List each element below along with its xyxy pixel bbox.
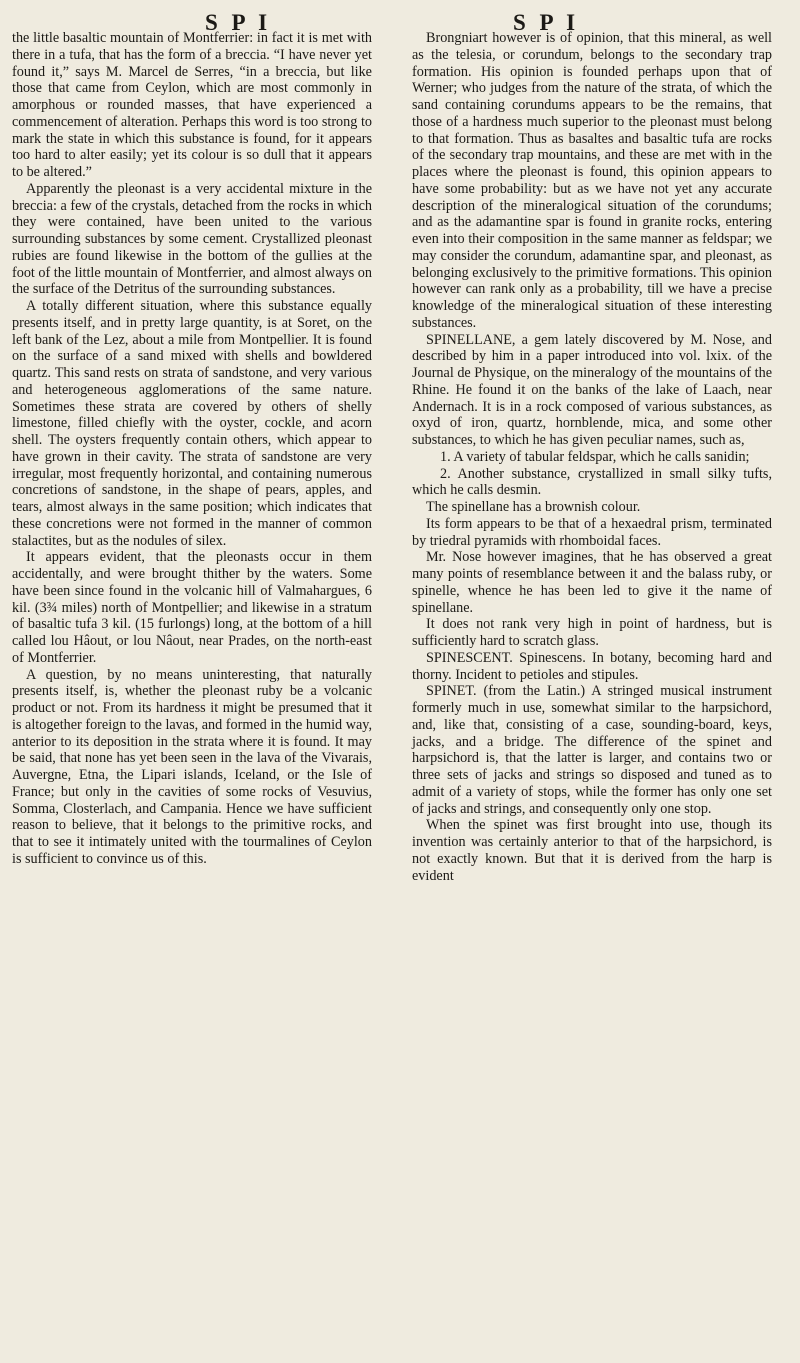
paragraph: Mr. Nose however imagines, that he has observed a great many points of resemblance between it and the balass ruby, or spinelle, whence he has been led to give it the name of spinellane. — [412, 549, 772, 616]
entry-spinellane: SPINELLANE, a gem lately discovered by M. Nose, and described by him in a paper introduced into vol. lxix. of the Journal de Physique, on the mineralogy of the mountains of the Rhine. He found it on the banks of the lake of Laach, near Andernach. It is in a rock composed of various substances, as oxyd of iron, quartz, hornblende, mica, and some other substances, to which he has given peculiar names, such as, — [412, 331, 772, 448]
entry-spinescent: SPINESCENT. Spinescens. In botany, becoming hard and thorny. Incident to petioles and stipules. — [412, 649, 772, 683]
paragraph: Brongniart however is of opinion, that this mineral, as well as the telesia, or corundum, belongs to the secondary trap formation. His opinion is founded perhaps upon that of Werner; who judges from the nature of the strata, of which the sand containing corundums appears to be the remains, that those of a hardness much superior to the pleonast must belong to that formation. Thus as basaltes and basaltic tufa are rocks of the secondary trap mountains, and these are met with in the places where the pleonast is found, this opinion appears to have some probability: but as we have not yet any accurate description of the mineralogical situation of the corundums; and as the adamantine spar is found in granite rocks, entering even into their composition in the same manner as feldspar; we may consider the corundum, adamantine spar, and pleonast, as belonging exclusively to the primitive formations. This opinion however can rank only as a probability, till we have a precise knowledge of the mineralogical situation of these interesting substances. — [412, 30, 772, 331]
paragraph: A totally different situation, where this substance equally presents itself, and in pretty large quantity, is at Soret, on the left bank of the Lez, about a mile from Montpellier. It is found on the surface of a sand mixed with shells and bowldered quartz. This sand rests on strata of sandstone, and very various and heterogeneous agglomerations of the same nature. Sometimes these strata are covered by others of shelly limestone, filled chiefly with the oyster, cockle, and acorn shell. The oysters frequently contain others, which appear to have grown in their cavity. The strata of sandstone are very irregular, most frequently horizontal, and containing numerous concretions of sandstone, in the shape of pears, apples, and tears, almost always in the same position; which indicates that these concretions were not formed in the manner of common stalactites, but as the nodules of silex. — [12, 298, 372, 549]
right-column — [412, 30, 772, 884]
paragraph: the little basaltic mountain of Montferrier: in fact it is met with there in a tufa, that has the form of a breccia. “I have never yet found it,” says M. Marcel de Serres, “in a breccia, but like those that came from Ceylon, which are most commonly in amorphous or rounded masses, that have experienced a commencement of alteration. Perhaps this word is too strong to mark the state in which this substance is found, for it appears too hard to alter easily; yet its colour is so dull that it appears to be altered.” — [12, 30, 372, 180]
paragraph: The spinellane has a brownish colour. — [426, 499, 641, 515]
paragraph: A question, by no means uninteresting, that naturally presents itself, is, whether the pleonast ruby be a volcanic product or not. From its hardness it might be presumed that it is altogether foreign to the lavas, and formed in the humid way, anterior to its deposition in the strata where it is found. It may be said, that none has yet been seen in the lava of the Vivarais, Auvergne, Etna, the Lipari islands, Iceland, or the Isle of France; but only in the cavities of some rocks of Vesuvius, Somma, Closterlach, and Campania. Hence we have sufficient reason to believe, that it belongs to the primitive rocks, and that to see it intimately united with the tourmalines of Ceylon is sufficient to convince us of this. — [12, 666, 372, 867]
running-head-left: S P I — [205, 10, 272, 35]
entry-spinet: SPINET. (from the Latin.) A stringed musical instrument formerly much in use, somewhat similar to the harpsichord, and, like that, consisting of a case, sounding-board, keys, jacks, and a bridge. The difference of the spinet and harpsichord is, that the latter is larger, and contains two or three sets of jacks and strings so disposed and tuned as to admit of a variety of stops, while the former has only one set of jacks and strings, and consequently only one stop. — [412, 683, 772, 817]
numbered-item: 2. Another substance, crystallized in small silky tufts, which he calls desmin. — [412, 465, 772, 499]
paragraph: Apparently the pleonast is a very accidental mixture in the breccia: a few of the crystals, detached from the rocks in which they were contained, have been united to the various surrounding substances by some cement. Crystallized pleonast rubies are found likewise in the bottom of the gullies at the foot of the little mountain of Montferrier, and almost always on the surface of the Detritus of the surrounding substances. — [12, 180, 372, 298]
running-head-right: S P I — [513, 10, 580, 35]
paragraph: Its form appears to be that of a hexaedral prism, terminated by triedral pyramids with rhomboidal faces. — [412, 515, 772, 549]
paragraph: When the spinet was first brought into use, though its invention was certainly anterior to that of the harpsichord, is not exactly known. But that it is derived from the harp is evident — [412, 817, 772, 884]
left-column — [12, 30, 372, 868]
numbered-item: 1. A variety of tabular feldspar, which he calls sanidin; — [440, 448, 750, 465]
paragraph: It does not rank very high in point of hardness, but is sufficiently hard to scratch glass. — [412, 616, 772, 649]
paragraph: It appears evident, that the pleonasts occur in them accidentally, and were brought thither by the waters. Some have been since found in the volcanic hill of Valmahargues, 6 kil. (3¾ miles) north of Montpellier; and likewise in a stratum of basaltic tufa 3 kil. (15 furlongs) long, at the bottom of a hill called lou Hâout, or lou Nâout, near Prades, on the north-east of Montferrier. — [12, 549, 372, 666]
